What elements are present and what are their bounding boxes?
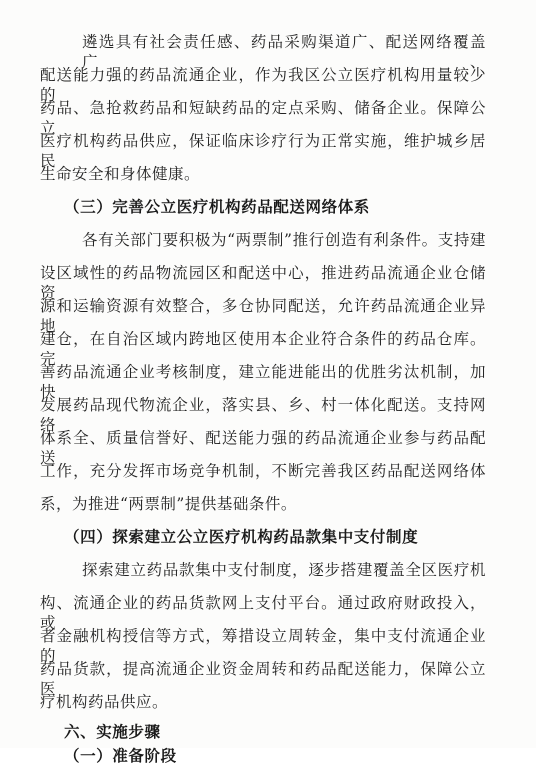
paragraph-1-line-1: 遴选具有社会责任感、药品采购渠道广、配送网络覆盖广、: [82, 33, 486, 71]
paragraph-2-line-9: 系，为推进“两票制”提供基础条件。: [40, 495, 297, 513]
section-heading-3-text: （三）完善公立医疗机构药品配送网络体系: [64, 198, 370, 216]
prep-stage-heading-text: （一）准备阶段: [64, 747, 177, 765]
paragraph-2-line-5: 善药品流通企业考核制度，建立能进能出的优胜劣汰机制，加快: [40, 363, 486, 401]
paragraph-2-line-2: 设区域性的药品物流园区和配送中心，推进药品流通企业仓储资: [40, 264, 486, 302]
paragraph-3-line-5: 疗机构药品供应。: [40, 693, 169, 711]
section-6-heading-text: 六、实施步骤: [64, 723, 161, 741]
paragraph-2-line-7: 体系全、质量信誉好、配送能力强的药品流通企业参与药品配送: [40, 429, 486, 467]
paragraph-2-line-4: 建仓，在自治区域内跨地区使用本企业符合条件的药品仓库。完: [40, 330, 486, 368]
section-heading-4-text: （四）探索建立公立医疗机构药品款集中支付制度: [64, 528, 419, 546]
paragraph-2-line-1: 各有关部门要积极为“两票制”推行创造有利条件。支持建: [82, 231, 486, 249]
paragraph-3-line-4: 药品货款，提高流通企业资金周转和药品配送能力，保障公立医: [40, 660, 486, 698]
paragraph-3-line-1: 探索建立药品款集中支付制度，逐步搭建覆盖全区医疗机: [82, 561, 486, 579]
paragraph-1-line-4: 医疗机构药品供应，保证临床诊疗行为正常实施，维护城乡居民: [40, 132, 486, 170]
paragraph-2-line-8: 工作，充分发挥市场竞争机制，不断完善我区药品配送网络体: [40, 462, 486, 480]
paragraph-1-line-5: 生命安全和身体健康。: [40, 165, 201, 183]
paragraph-2-line-3: 源和运输资源有效整合，多仓协同配送，允许药品流通企业异地: [40, 297, 486, 335]
paragraph-3-line-3: 者金融机构授信等方式，筹措设立周转金，集中支付流通企业的: [40, 627, 486, 665]
paragraph-2-line-6: 发展药品现代物流企业，落实县、乡、村一体化配送。支持网络: [40, 396, 486, 434]
paragraph-3-line-2: 构、流通企业的药品货款网上支付平台。通过政府财政投入，或: [40, 594, 486, 632]
paragraph-1-line-3: 药品、急抢救药品和短缺药品的定点采购、储备企业。保障公立: [40, 99, 486, 137]
paragraph-1-line-2: 配送能力强的药品流通企业，作为我区公立医疗机构用量较少的: [40, 66, 486, 104]
